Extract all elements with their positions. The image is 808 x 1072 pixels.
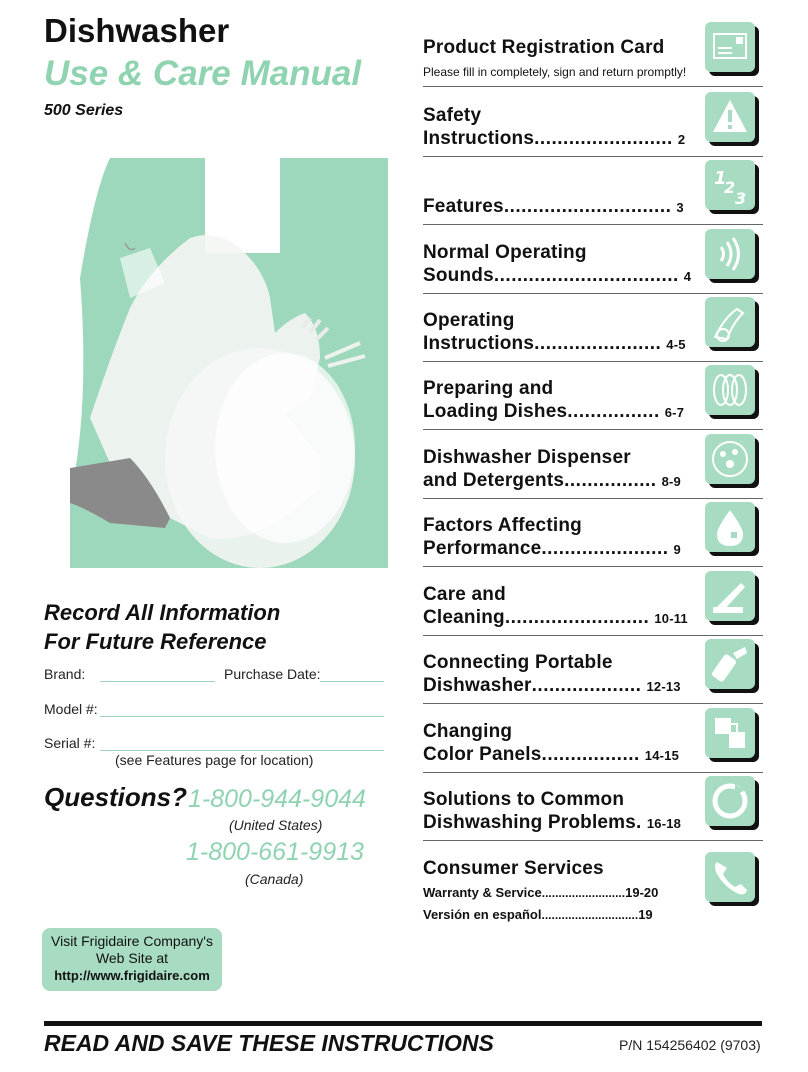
toc-item-dots: .............................: [503, 196, 672, 217]
spanish-dots: .............................: [541, 908, 639, 922]
toc-item-page: 4: [683, 269, 692, 284]
series-label: 500 Series: [44, 102, 124, 119]
sound-waves-icon: [705, 229, 759, 283]
circular-arrow-icon: [705, 776, 759, 830]
toc-item-title: Dishwashing Problems: [423, 812, 637, 833]
toc-separator: [423, 840, 763, 841]
toc-item-title: Color Panels: [423, 744, 542, 765]
toc-item-line1: Operating: [423, 310, 515, 331]
toc-separator: [423, 156, 763, 157]
toc-item-title: Sounds: [423, 265, 494, 286]
toc-item-line1: Preparing and: [423, 378, 554, 399]
toc-separator: [423, 703, 763, 704]
svg-text:2: 2: [724, 178, 736, 197]
record-heading-line1: Record All Information: [44, 600, 281, 625]
toc-item[interactable]: [423, 583, 763, 630]
toc-item-page: 6-7: [664, 405, 685, 420]
toc-item[interactable]: [423, 788, 763, 835]
hose-connector-icon: [705, 639, 759, 693]
toc-item[interactable]: [423, 309, 763, 356]
toc-registration[interactable]: [423, 36, 763, 79]
purchase-date-field[interactable]: [320, 681, 384, 682]
toc-item-page: 12-13: [646, 679, 681, 694]
registration-subtitle: Please fill in completely, sign and return promptly!: [423, 65, 687, 79]
toc-item[interactable]: [423, 104, 763, 151]
consumer-title: Consumer Services: [423, 858, 604, 879]
toc-item-dots: ................: [564, 470, 657, 491]
toc-item-line1: Factors Affecting: [423, 515, 582, 536]
website-line1: Visit Frigidaire Company's: [51, 933, 213, 949]
toc-item-line1: Care and: [423, 584, 506, 605]
record-heading: [44, 598, 280, 656]
dispenser-icon: [705, 434, 759, 488]
hand-button-icon: [705, 297, 759, 351]
toc-item-dots: ................: [567, 401, 660, 422]
serial-field[interactable]: [100, 750, 384, 751]
model-field[interactable]: [100, 716, 384, 717]
toc-item-page: 4-5: [666, 337, 686, 352]
toc-item-page: 2: [677, 132, 686, 147]
toc-separator: [423, 566, 763, 567]
toc-item-page: 16-18: [646, 816, 682, 831]
canada-phone[interactable]: 1-800-661-9913: [186, 838, 364, 866]
stacked-dishes-icon: [705, 365, 759, 419]
envelope-icon: [705, 22, 759, 76]
toc-item-page: 8-9: [661, 474, 681, 489]
part-number: P/N 154256402 (9703): [619, 1037, 761, 1053]
registration-title: Product Registration Card: [423, 37, 665, 58]
toc-item-dots: ......................: [541, 538, 669, 559]
us-label: (United States): [229, 817, 323, 833]
us-phone[interactable]: 1-800-944-9044: [188, 785, 366, 813]
spanish-label: Versión en español: [423, 907, 542, 922]
toc-item-title: Cleaning: [423, 607, 505, 628]
toc-item-page: 14-15: [644, 748, 680, 763]
toc-item-line1: Safety: [423, 105, 482, 126]
website-url[interactable]: http://www.frigidaire.com: [54, 968, 210, 983]
toc-item-line1: Normal Operating: [423, 242, 587, 263]
telephone-icon: [705, 852, 759, 906]
toc-separator: [423, 635, 763, 636]
toc-separator: [423, 772, 763, 773]
toc-separator: [423, 498, 763, 499]
spanish-page: 19: [638, 907, 653, 922]
warranty-label: Warranty & Service: [423, 885, 542, 900]
toc-item-title: and Detergents: [423, 470, 565, 491]
record-heading-line2: For Future Reference: [44, 629, 267, 654]
toc-item[interactable]: [423, 377, 763, 424]
purchase-date-label: Purchase Date:: [224, 666, 321, 682]
manual-title: Dishwasher: [44, 12, 230, 49]
toc-separator: [423, 361, 763, 362]
toc-item-title: Dishwasher: [423, 675, 532, 696]
warning-icon: [705, 92, 759, 146]
toc-item[interactable]: [423, 446, 763, 493]
toc-item-line1: Solutions to Common: [423, 789, 625, 810]
toc-separator: [423, 429, 763, 430]
website-line2: Web Site at: [95, 950, 169, 966]
numbers-icon: [705, 160, 759, 214]
toc-item[interactable]: [423, 720, 763, 767]
questions-label: Questions?: [44, 782, 188, 812]
canada-label: (Canada): [245, 871, 304, 887]
toc-item-page: 3: [676, 200, 684, 215]
warranty-page: 19-20: [625, 885, 659, 900]
toc-separator: [423, 224, 763, 225]
toc-item-line1: Dishwasher Dispenser: [423, 447, 631, 468]
toc-item-line1: Connecting Portable: [423, 652, 613, 673]
toc-separator: [423, 293, 763, 294]
toc-consumer-services[interactable]: [423, 857, 763, 926]
water-drop-icon: [705, 502, 759, 556]
serial-label: Serial #:: [44, 735, 96, 751]
toc-item-line1: Changing: [423, 721, 513, 742]
toc-item[interactable]: [423, 168, 763, 219]
toc-item-dots: ................................: [493, 265, 679, 286]
model-label: Model #:: [44, 701, 98, 717]
serial-note: (see Features page for location): [115, 752, 314, 768]
website-box: [42, 928, 222, 991]
svg-text:3: 3: [735, 189, 747, 208]
cleaning-hand-icon: [705, 571, 759, 625]
toc-item-page: 9: [673, 542, 681, 557]
toc-item[interactable]: [423, 651, 763, 698]
svg-text:1: 1: [714, 168, 727, 189]
toc-item-title: Performance: [423, 538, 542, 559]
brand-label: Brand:: [44, 666, 86, 682]
toc-item[interactable]: [423, 241, 763, 288]
spanish-line[interactable]: [423, 904, 763, 926]
toc-item-dots: .........................: [504, 607, 650, 628]
toc-item-dots: .................: [541, 744, 640, 765]
toc-item-dots: ......................: [534, 333, 662, 354]
dishwasher-illustration: [70, 158, 388, 568]
toc-item-title: Loading Dishes: [423, 401, 568, 422]
toc-item[interactable]: [423, 514, 763, 561]
toc-item-title: Instructions: [423, 333, 535, 354]
toc-item-title: Features: [423, 196, 504, 217]
footer-rule: [44, 1021, 762, 1026]
footer-instruction: READ AND SAVE THESE INSTRUCTIONS: [44, 1030, 494, 1056]
toc-item-dots: ........................: [534, 128, 673, 149]
color-panel-icon: [705, 708, 759, 762]
toc-item-dots: ...................: [531, 675, 642, 696]
toc-item-page: 10-11: [654, 611, 688, 626]
warranty-dots: .........................: [541, 886, 626, 900]
brand-field[interactable]: [100, 681, 215, 682]
toc-item-title: Instructions: [423, 128, 535, 149]
manual-subtitle: Use & Care Manual: [44, 54, 362, 93]
toc-item-dots: .: [636, 812, 642, 833]
